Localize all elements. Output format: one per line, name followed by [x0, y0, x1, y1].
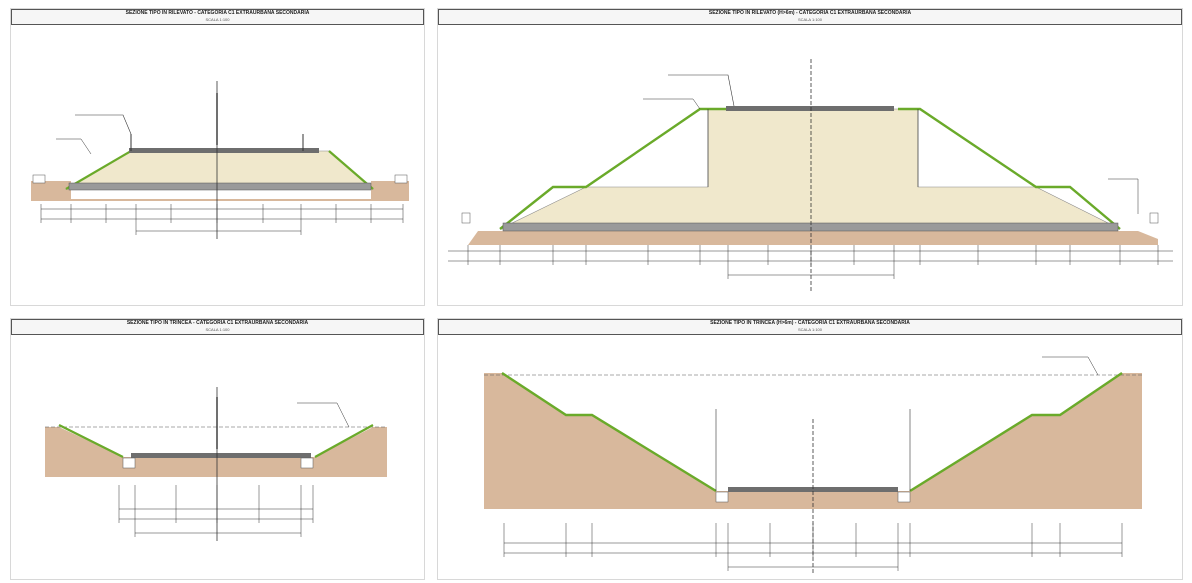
high-embankment-section-drawing: [438, 9, 1184, 307]
section-panel-cut: [10, 318, 425, 580]
pavement-layer: [726, 106, 894, 111]
panel-scale: SCALA 1:100: [797, 327, 823, 332]
panel-title: SEZIONE TIPO IN RILEVATO (H>6m) - CATEGORIA C1 EXTRAURBANA SECONDARIA: [708, 10, 912, 16]
panel-title: SEZIONE TIPO IN RILEVATO - CATEGORIA C1 EXTRAURBANA SECONDARIA: [125, 10, 310, 16]
cut-section-drawing: [11, 319, 426, 581]
pavement-layer: [129, 148, 319, 153]
section-panel-deep-cut: [437, 318, 1183, 580]
base-layer: [69, 183, 371, 190]
base-layer: [503, 223, 1118, 231]
embankment-body: [500, 109, 1120, 229]
panel-scale: SCALA 1:100: [205, 17, 230, 22]
embankment-section-drawing: [11, 9, 426, 307]
panel-title: SEZIONE TIPO IN TRINCEA - CATEGORIA C1 EXTRAURBANA SECONDARIA: [126, 320, 309, 326]
panel-scale: SCALA 1:100: [205, 327, 230, 332]
panel-title: SEZIONE TIPO IN TRINCEA (H>6m) - CATEGORIA C1 EXTRAURBANA SECONDARIA: [710, 320, 910, 326]
section-panel-high-embankment: [437, 8, 1183, 306]
pavement-layer: [131, 453, 311, 458]
ground-soil: [468, 231, 1158, 245]
ground-soil: [45, 427, 387, 477]
deep-cut-section-drawing: [438, 319, 1184, 581]
panel-scale: SCALA 1:100: [797, 17, 823, 22]
section-panel-embankment: [10, 8, 425, 306]
